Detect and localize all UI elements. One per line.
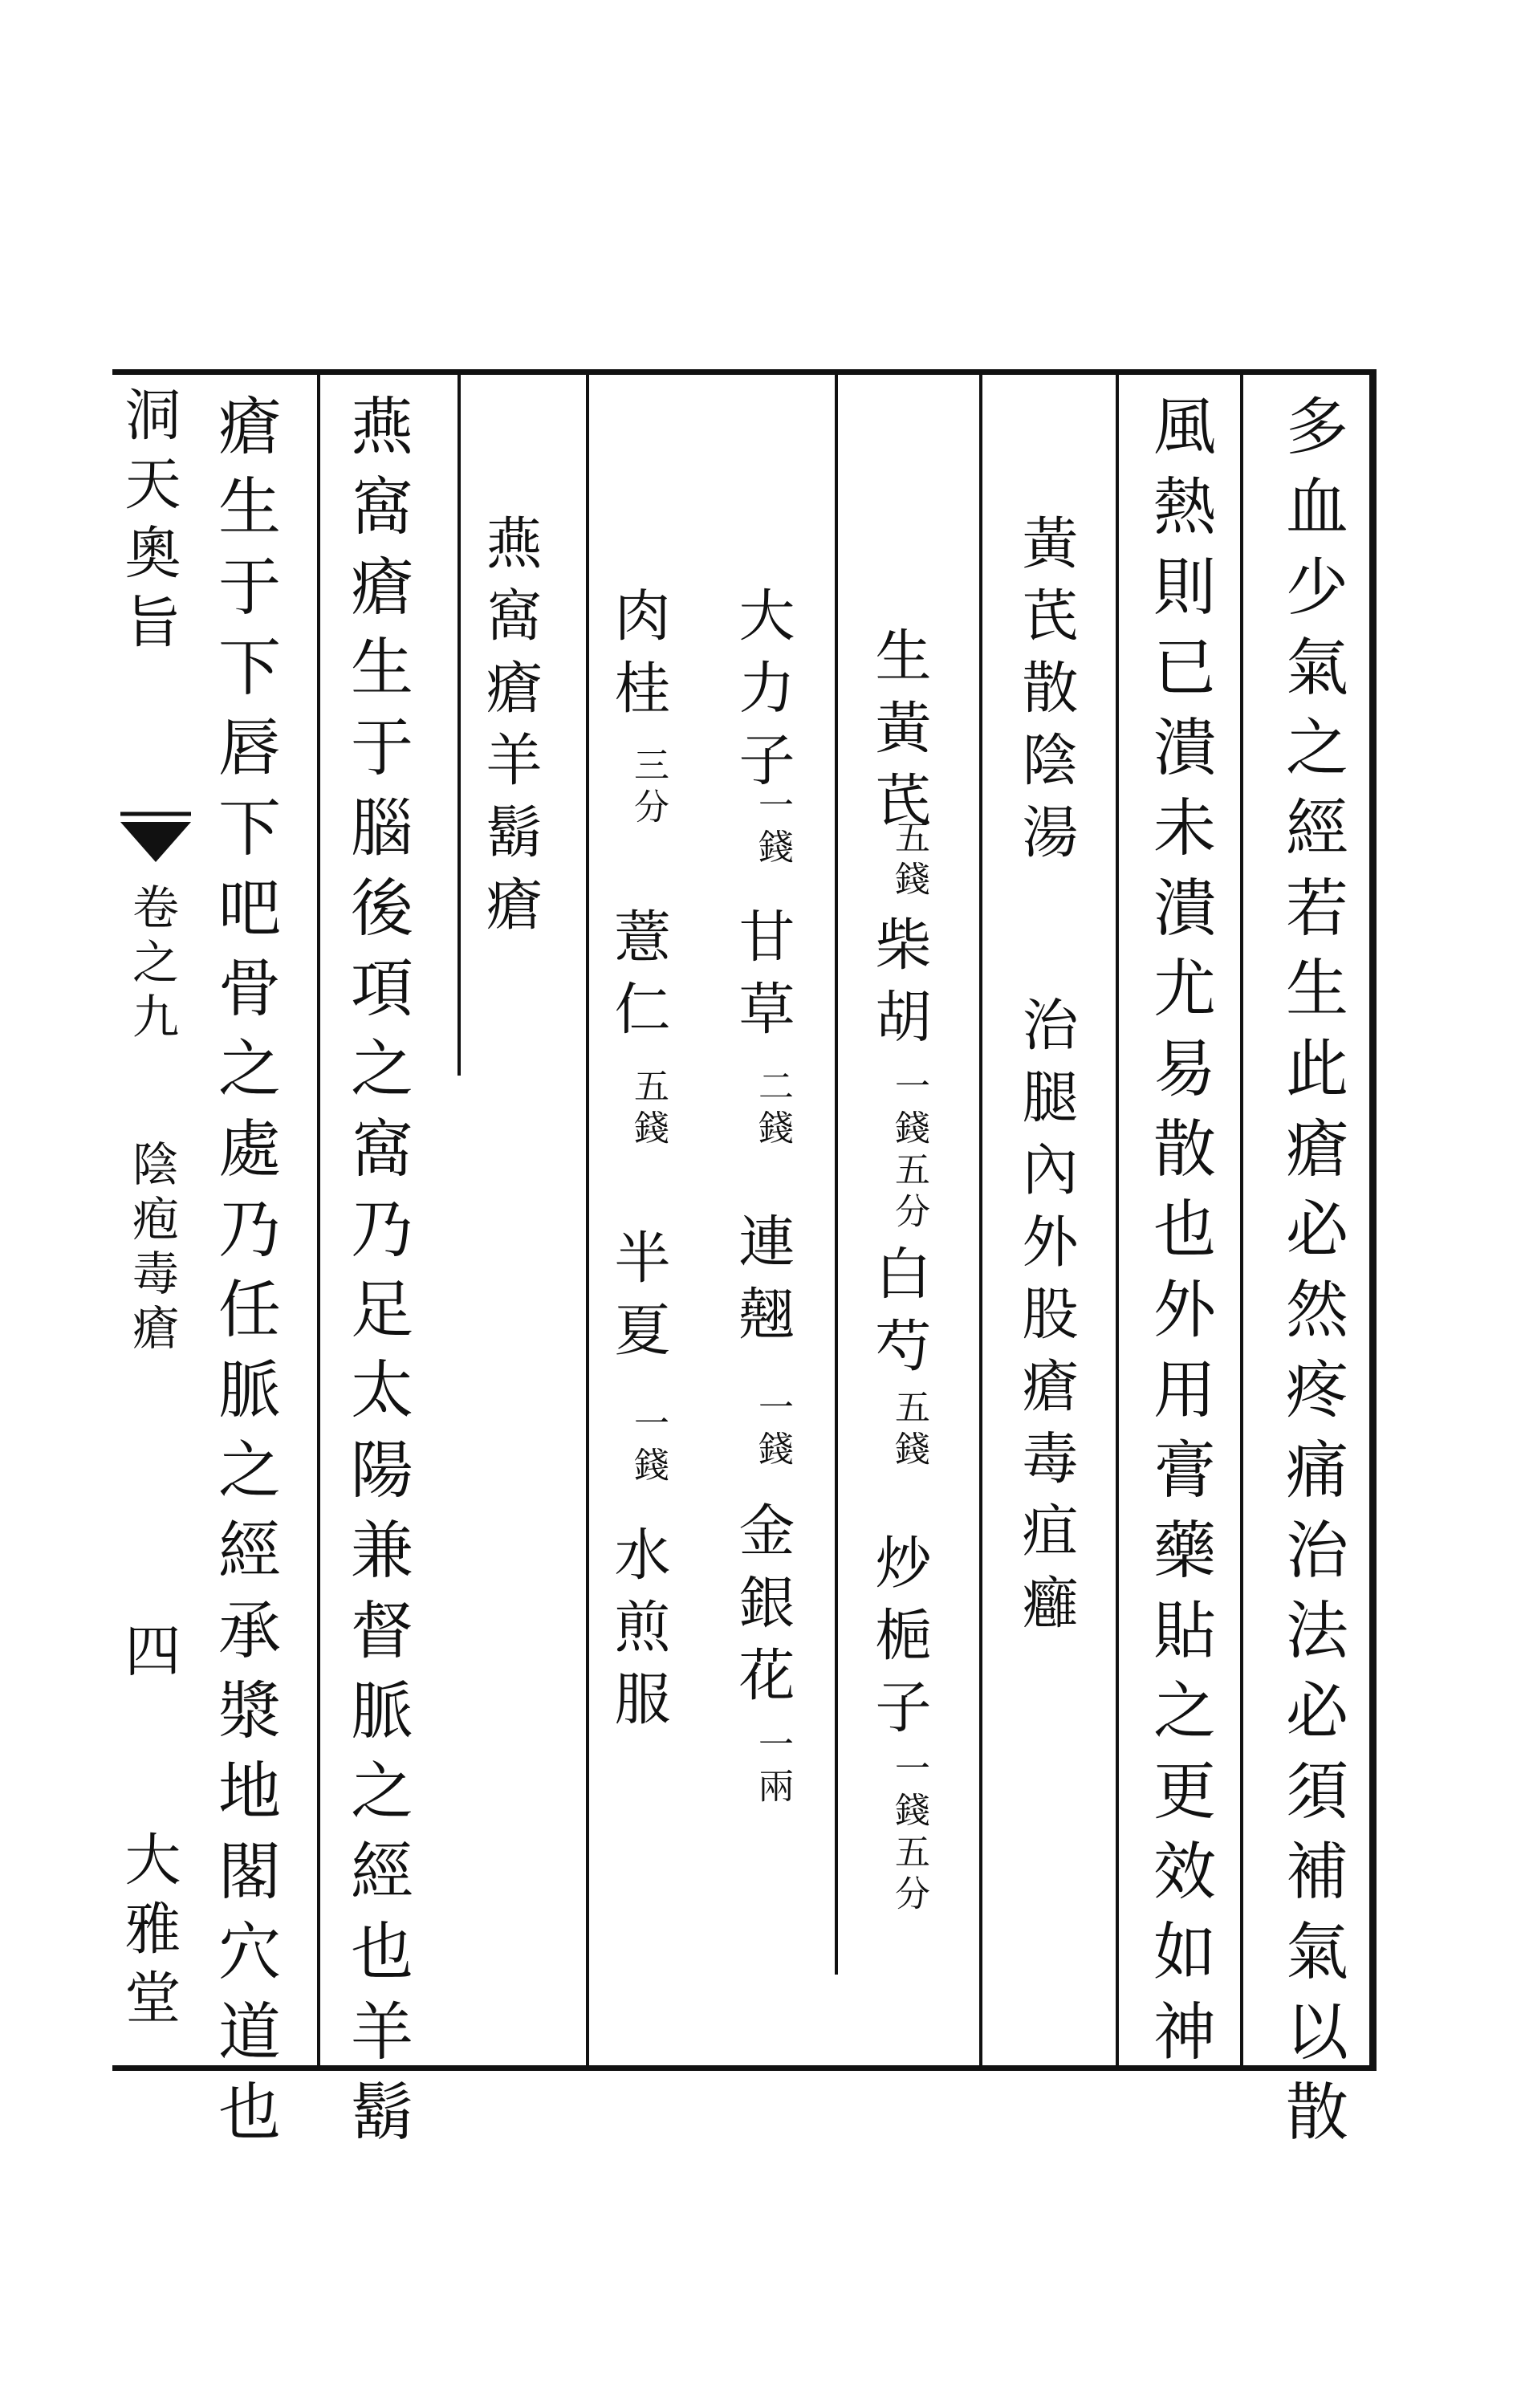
ingredient: 炒梔子 — [866, 1533, 932, 1750]
column-rule — [979, 369, 982, 2071]
section-label: 陰疱毒瘡 — [124, 1140, 179, 1358]
dosage-note: 二錢 — [752, 1068, 793, 1151]
dosage-note: 一兩 — [752, 1726, 793, 1809]
ingredient: 半夏 — [605, 1228, 671, 1373]
dosage-note: 一錢 — [752, 787, 793, 870]
column-rule — [835, 369, 838, 1975]
ingredient: 連翹 — [730, 1212, 795, 1357]
ingredient: 金銀花 — [730, 1501, 795, 1718]
column-rule — [1116, 369, 1119, 2071]
formula-title: 黃芪散陰湯 — [1013, 514, 1079, 875]
column-rule — [1240, 369, 1243, 2071]
ingredient: 薏仁 — [605, 907, 671, 1051]
ingredient: 肉桂 — [605, 586, 671, 730]
column-rule — [317, 369, 320, 2071]
text-column-1: 多血少氣之經若生此瘡必然疼痛治法必須補氣以散 — [1275, 393, 1348, 2159]
volume-label: 卷之九 — [124, 883, 179, 1047]
dosage-note: 一錢 — [752, 1389, 793, 1472]
book-title: 洞天奧旨 — [116, 385, 181, 661]
ingredient: 白芍 — [866, 1244, 932, 1389]
fishtail-mark — [120, 811, 191, 867]
text-column-2: 風熱則已潰未潰尤易散也外用膏藥貼之更效如神 — [1143, 393, 1215, 2079]
dosage-note: 五錢 — [628, 1068, 669, 1151]
dosage-note: 一錢 — [628, 1405, 669, 1488]
dosage-note: 一錢五分 — [889, 1750, 929, 1917]
dosage-note: 五錢 — [889, 819, 929, 902]
column-rule — [586, 369, 589, 2071]
publisher-hall: 大雅堂 — [116, 1830, 181, 2037]
text-column-9: 瘡生于下唇下吧骨之處乃任脈之經承漿地閣穴道也 — [208, 393, 280, 2159]
ingredient: 大力子 — [730, 586, 795, 803]
formula-indication: 治腿內外股瘡毒疽癰 — [1013, 995, 1079, 1645]
column-rule — [458, 369, 461, 1076]
section-heading: 燕窩瘡羊鬍瘡 — [477, 514, 543, 947]
dosage-note: 三分 — [628, 746, 669, 830]
ingredient: 水煎服 — [605, 1525, 671, 1742]
page-number: 四 — [116, 1621, 181, 1690]
dosage-note: 五錢 — [889, 1389, 929, 1472]
ingredient: 甘草 — [730, 907, 795, 1051]
ingredient: 柴胡 — [866, 915, 932, 1060]
dosage-note: 一錢五分 — [889, 1068, 929, 1235]
ingredient: 生黃芪 — [866, 626, 932, 843]
text-column-8: 燕窩瘡生于腦後項之窩乃足太陽兼督脈之經也羊鬍 — [340, 393, 413, 2159]
